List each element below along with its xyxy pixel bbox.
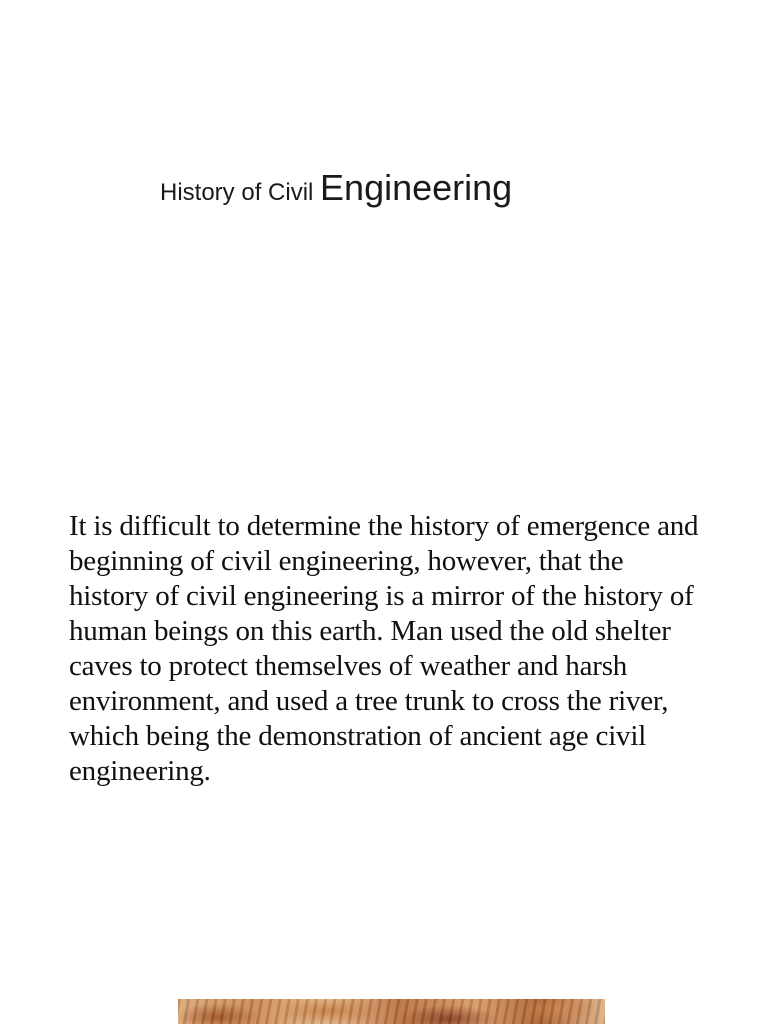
- title-prefix: History of Civil: [160, 179, 321, 206]
- body-paragraph: It is difficult to determine the history of emergence and beginning of civil engineering, however, that the history of civil engineering is a mirror of the history of human beings on this earth. Man used the old shelter caves to protect themselves of weather and harsh environment, and used a tree trunk to cross the river, which being the demonstration of ancient age civil engineering.: [69, 510, 699, 787]
- title-emphasis: Engineering: [320, 167, 513, 208]
- illustration-image: [178, 999, 605, 1024]
- page-title: [160, 168, 720, 208]
